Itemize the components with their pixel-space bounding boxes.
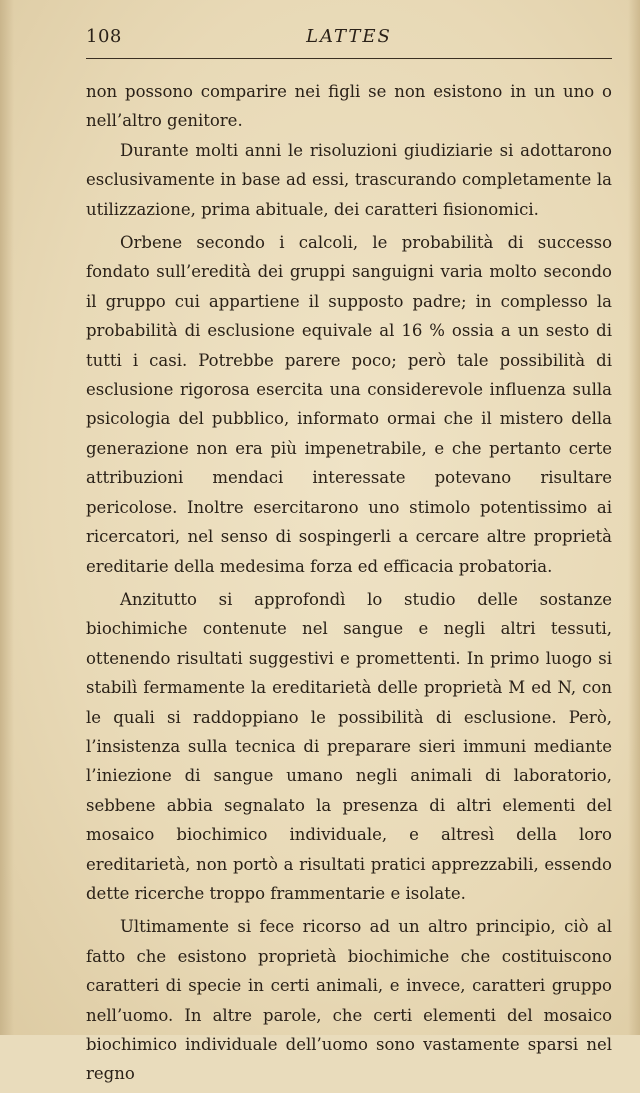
paragraph: Ultimamente si fece ricorso ad un altro principio, ciò al fatto che esistono proprietà biochimiche che costituiscono caratteri di specie in certi animali, e invece, caratteri gruppo nell’uomo. In altre parole, che certi elementi del mosaico biochimico individuale dell’uomo sono vastamente sparsi nel regno: [86, 917, 612, 1084]
paragraph: Orbene secondo i calcoli, le probabilità di successo fondato sull’eredità dei gruppi sanguigni varia molto secondo il gruppo cui appartiene il supposto padre; in complesso la probabilità di esclusione equivale al 16 % ossia a un sesto di tutti i casi. Potrebbe parere poco; però tale possibilità di esclusione rigorosa esercita una considerevole influenza sulla psicologia del pubblico, informato ormai che il mistero della generazione non era più impenetrabile, e che pertanto certe attribuzioni mendaci interessate potevano risultare pericolose. Inoltre esercitarono uno stimolo potentissimo ai ricercatori, nel senso di sospingerli a cercare altre proprietà ereditarie della medesima forza ed efficacia probatoria.: [86, 233, 612, 576]
running-title: LATTES: [306, 26, 392, 47]
page-number: 108: [86, 26, 122, 47]
paragraph: Anzitutto si approfondì lo studio delle sostanze biochimiche contenute nel sangue e negli altri tessuti, ottenendo risultati suggestivi e promettenti. In primo luogo si stabilì fermamente la ereditarietà delle proprietà M ed N, con le quali si raddoppiano le possibilità di esclusione. Però, l’insistenza sulla tecnica di preparare sieri immuni mediante l’iniezione di sangue umano negli animali di laboratorio, sebbene abbia segnalato la presenza di altri elementi del mosaico biochimico individuale, e altresì della loro ereditarietà, non portò a risultati pratici apprezzabili, essendo dette ricerche troppo frammentarie e isolate.: [86, 589, 612, 903]
page-edge-shadow-left: [0, 0, 14, 1035]
paragraph-continuation: non possono comparire nei figli se non esistono in un uno o nell’altro genitore.: [86, 82, 612, 131]
page-header: [86, 24, 612, 59]
body-text: [86, 77, 612, 1093]
page-edge-shadow-right: [628, 0, 640, 1035]
paragraph: Durante molti anni le risoluzioni giudiziarie si adottarono esclusivamente in base ad essi, trascurando completamente la utilizzazione, prima abituale, dei caratteri fisionomici.: [86, 140, 612, 219]
